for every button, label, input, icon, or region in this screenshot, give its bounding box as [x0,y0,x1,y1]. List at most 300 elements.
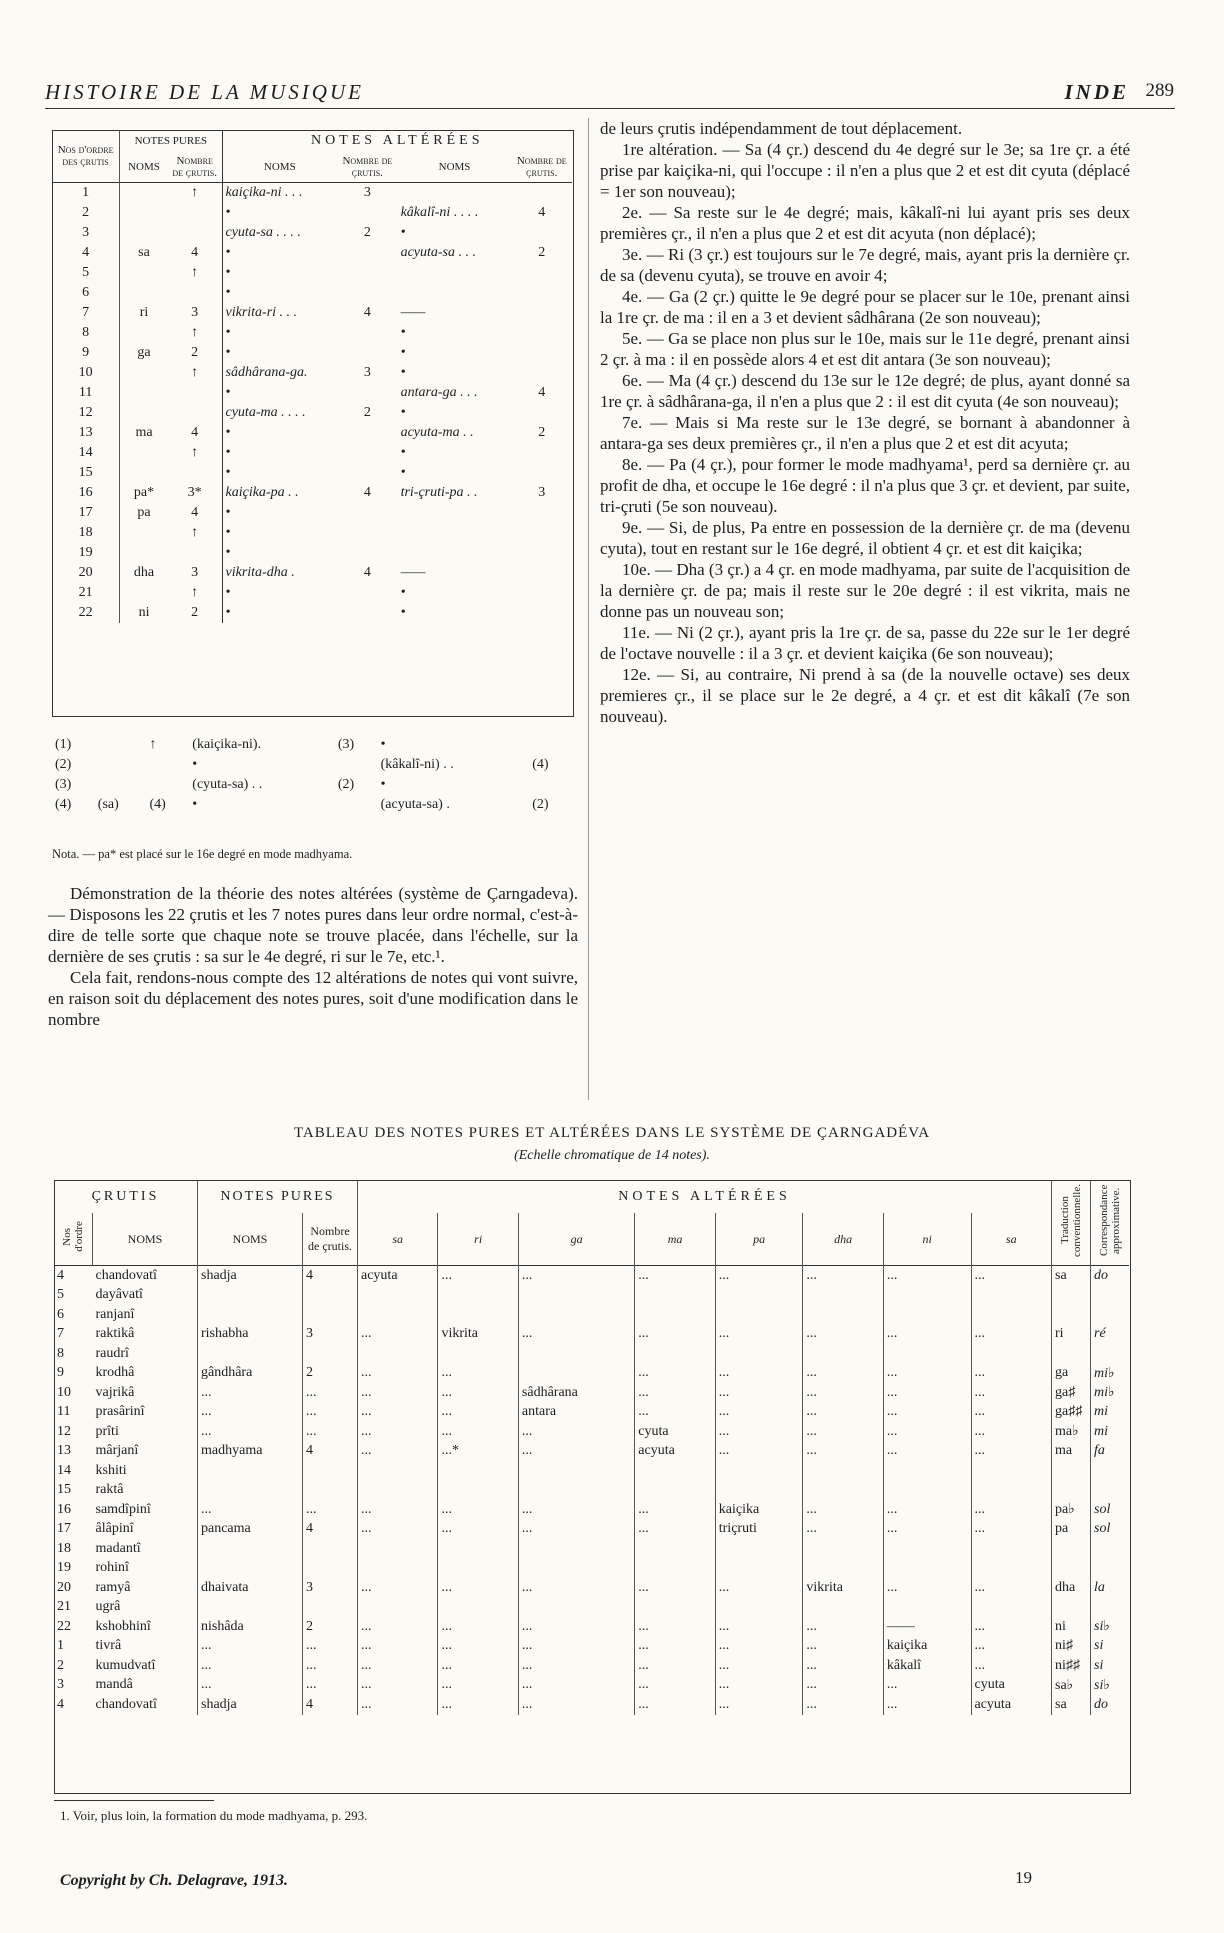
table-cell [715,1305,803,1325]
table-cell: vikrita [438,1325,518,1345]
table-cell: shadja [198,1695,303,1715]
t2-col-dha: dha [803,1213,883,1265]
table-cell: ... [971,1422,1052,1442]
table-cell: (4) [532,757,549,772]
table-cell: 21 [57,1599,71,1615]
table-cell: ... [635,1578,715,1598]
table-cell: 9 [82,345,90,360]
table-cell [635,1461,715,1481]
table-cell: ... [358,1442,438,1462]
table-cell: ugrâ [95,1599,121,1615]
table-cell [335,755,378,775]
table-cell: 12 [78,405,93,420]
table-cell [303,1286,358,1306]
table-row [54,1403,1129,1423]
table-cell: sâdhârana [518,1383,634,1403]
table-cell: prasârinî [95,1404,145,1420]
table-cell [120,443,168,463]
table-cell: ... [971,1520,1052,1540]
table-cell: 3 [363,365,371,380]
t2-header-pures: NOTES PURES [198,1180,358,1213]
table-cell [120,363,168,383]
table-cell: ... [358,1403,438,1423]
table-cell: 15 [57,1482,71,1498]
table-cell: sa [1052,1266,1091,1286]
right-paragraph-9: 9e. — Si, de plus, Pa entre en possession de la dernière çr. de ma (devenu cyuta), tout en restant sur le 16e degré, il obtient 4 çr. et est dit kaiçika; [600,518,1130,558]
table-cell [303,1539,358,1559]
table-row [52,463,572,483]
table-cell: 2 [191,605,199,620]
table-cell [1052,1481,1091,1501]
table-cell: ... [883,1403,971,1423]
table-cell: 4 [538,205,546,220]
table-cell [1052,1539,1091,1559]
table-cell: chandovatî [95,1267,157,1283]
table-cell: acyuta [971,1695,1052,1715]
table-cell [147,755,190,775]
table-cell: 4 [363,305,371,320]
table-cell: tri-çruti-pa . . [400,485,478,500]
t2-header-nos [54,1213,93,1265]
table-cell: • [222,283,337,303]
table-cell: nishâda [198,1617,303,1637]
table-cell [120,183,168,204]
table-row [54,1325,1129,1345]
table-cell: ... [438,1676,518,1696]
table-cell: ... [715,1325,803,1345]
table-cell: ↑ [191,365,199,380]
table-cell: 4 [538,385,546,400]
table-cell: ... [303,1676,358,1696]
table-cell: madhyama [198,1442,303,1462]
table-cell: 4 [82,245,90,260]
table-cell: (sa) [97,797,119,812]
table-cell [337,263,397,283]
table-cell: 4 [303,1266,358,1286]
table-row [52,523,572,543]
table1 [52,130,572,623]
table-cell: ... [971,1442,1052,1462]
table-cell [337,323,397,343]
table-cell: dha [120,563,168,583]
table-cell: ... [635,1617,715,1637]
table-cell [715,1481,803,1501]
table-cell: dayâvatî [95,1287,143,1303]
table-cell [883,1539,971,1559]
table-cell: acyuta-sa . . . [400,245,476,260]
table-cell [168,283,222,303]
table-cell: ... [518,1500,634,1520]
table-cell: 4 [303,1520,358,1540]
table-row [54,1578,1129,1598]
table-cell: 11 [57,1404,71,1420]
table-cell: ... [971,1403,1052,1423]
table-cell [358,1344,438,1364]
table-cell: 4 [303,1442,358,1462]
table-cell [198,1286,303,1306]
t1-header-nombre3: Nombre de çrutis. [516,155,567,179]
t1-header-noms2: NOMS [222,152,337,183]
table-cell: fa [1091,1442,1130,1462]
table-cell: • [400,405,406,420]
table-cell: • [400,465,406,480]
right-text-column [600,118,1130,727]
table-cell: • [400,225,406,240]
running-header-section: INDE [1064,80,1129,104]
table-cell: ... [198,1383,303,1403]
table-cell: 4 [191,425,199,440]
table-cell: ↑ [191,445,199,460]
table-cell: ... [883,1364,971,1384]
table-cell: 2 [57,1657,64,1673]
table-row [54,1676,1129,1696]
table-row [54,1286,1129,1306]
table-cell: 17 [57,1521,71,1537]
table-cell: ... [883,1520,971,1540]
table-cell [198,1559,303,1579]
table-cell: triçruti [715,1520,803,1540]
table-cell: ... [803,1500,883,1520]
table-cell [512,603,572,623]
table-cell: 5 [57,1287,64,1303]
table-cell [803,1559,883,1579]
table-cell: kaiçika [715,1500,803,1520]
table-cell: ... [635,1695,715,1715]
right-paragraph-10: 10e. — Dha (3 çr.) a 4 çr. en mode madhyama, par suite de l'acquisition de la dernière çr. de pa; mais il reste sur le 20e degré : il est vikrita, mais ne donne pas un nouveau son; [600,560,1130,621]
table-cell [883,1461,971,1481]
column-divider [588,118,589,1100]
table-cell: • [222,523,337,543]
right-paragraph-3: 3e. — Ri (3 çr.) est toujours sur le 7e degré, mais, ayant pris la dernière çr. de sa (devenu cyuta), se trouve en avoir 4; [600,245,1130,285]
table-cell [303,1559,358,1579]
table-cell: ... [518,1695,634,1715]
table-cell: ... [971,1500,1052,1520]
left-paragraph-1: Démonstration de la théorie des notes altérées (système de Çarngadeva). — Disposons les 22 çrutis et les 7 notes pures dans leur ordre normal, c'est-à-dire de telle sorte que chaque note se trouve placée, dans l'échelle, sur la dernière de ses çrutis : sa sur le 4e degré, ri sur le 7e, etc.¹. [48,884,578,966]
table-cell: ... [803,1403,883,1423]
right-paragraph-6: 6e. — Ma (4 çr.) descend du 13e sur le 12e degré; de plus, ayant donné sa 1re çr. à sâdhârana-ga, il n'en a plus que 2 : il est dit cyuta (4e son nouveau); [600,371,1130,411]
table-row [54,1695,1129,1715]
table-cell: ... [518,1656,634,1676]
table-cell [168,383,222,403]
table-row [54,1344,1129,1364]
table-cell [883,1286,971,1306]
table-cell: ranjanî [95,1306,135,1322]
table-cell [512,303,572,323]
table-cell: (4) [55,797,72,812]
table-row [52,563,572,583]
table-cell: • [380,737,386,752]
table-row [52,443,572,463]
table-cell: 11 [78,385,93,400]
table-cell [120,383,168,403]
table-cell: (3) [337,737,355,752]
table-cell [635,1305,715,1325]
table-cell [337,423,397,443]
t2-col-ni: ni [883,1213,971,1265]
table-cell: (1) [55,737,72,752]
t1-header-nombre: Nombre de çrutis. [172,155,217,179]
table-cell [337,503,397,523]
table-cell: ... [518,1266,634,1286]
t2-col-ri: ri [438,1213,518,1265]
table-cell: ... [358,1500,438,1520]
table-cell [438,1344,518,1364]
table-cell: gândhâra [198,1364,303,1384]
table-cell: ... [518,1676,634,1696]
table-cell: ... [358,1695,438,1715]
table-cell: ... [303,1500,358,1520]
table-cell [971,1286,1052,1306]
t1-header-noms: NOMS [120,152,168,183]
table-cell: 5 [82,265,90,280]
table-cell: (cyuta-sa) . . [192,777,263,792]
table-cell: ... [803,1442,883,1462]
table-cell [398,263,512,283]
table-cell: ma♭ [1052,1422,1091,1442]
header-rule [45,108,1175,109]
table-cell: ramyâ [95,1579,131,1595]
table-cell [803,1286,883,1306]
table-row [54,1520,1129,1540]
table-cell: ... [518,1442,634,1462]
table-cell: 2 [303,1364,358,1384]
table-cell [398,283,512,303]
table-cell: • [380,777,386,792]
table-cell: mi [1091,1403,1130,1423]
table-cell: krodhâ [95,1365,135,1381]
table-cell: 8 [82,325,90,340]
table-cell [512,503,572,523]
table-row [54,1422,1129,1442]
table-cell: vajrikâ [95,1384,135,1400]
table-cell [95,735,147,755]
table-cell [120,223,168,243]
right-paragraph-5: 5e. — Ga se place non plus sur le 10e, mais sur le 11e degré, prenant ainsi 2 çr. à ma : il en possède alors 4 et est dit antara (3e son nouveau); [600,329,1130,369]
table-row [52,795,572,815]
t2-col-sa2: sa [971,1213,1052,1265]
table-cell: raktikâ [95,1326,135,1342]
table-cell: ... [715,1695,803,1715]
table-cell: ... [883,1266,971,1286]
table-cell: 2 [363,405,371,420]
table-cell [198,1305,303,1325]
table-cell [518,1559,634,1579]
table-cell: ... [635,1637,715,1657]
table-cell: pa [120,503,168,523]
table-cell: ... [971,1637,1052,1657]
table-cell: ... [803,1676,883,1696]
signature-mark: 19 [1015,1868,1032,1887]
t2-header-noms: NOMS [93,1213,198,1265]
page-number: 289 [1145,80,1174,101]
table-cell: ... [438,1364,518,1384]
table-cell: ↑ [191,185,199,200]
t2-col-ma: ma [635,1213,715,1265]
table-cell: 16 [57,1501,71,1517]
table-cell: ... [971,1383,1052,1403]
table-row [52,583,572,603]
table-cell [512,523,572,543]
table-cell: dha [1052,1578,1091,1598]
running-header-title: HISTOIRE DE LA MUSIQUE [45,80,364,104]
table-cell: 4 [191,505,199,520]
table-cell [803,1461,883,1481]
t1-header-pures: NOTES PURES [120,130,222,152]
table-cell: ... [198,1422,303,1442]
table-cell: sol [1091,1500,1130,1520]
table-row [52,423,572,443]
table-cell [438,1539,518,1559]
table-cell: kshobhinî [95,1618,151,1634]
table-cell [337,603,397,623]
table-cell: acyuta [635,1442,715,1462]
table-cell [715,1539,803,1559]
table-row [54,1598,1129,1618]
table-cell: 4 [363,565,371,580]
table-cell: ↑ [191,585,199,600]
table-cell: ... [715,1383,803,1403]
table-cell: ... [883,1383,971,1403]
table-cell: ... [438,1695,518,1715]
table-row [52,203,572,223]
table-cell: tivrâ [95,1638,122,1654]
table-cell: ... [803,1695,883,1715]
t2-col-pa: pa [715,1213,803,1265]
table-cell: ré [1091,1325,1130,1345]
table-cell [358,1286,438,1306]
table-cell: 3 [191,305,199,320]
table-cell [398,523,512,543]
table-cell [398,543,512,563]
table-row [52,283,572,303]
table-cell [168,203,222,223]
table-cell [512,403,572,423]
t2-header-trad [1052,1180,1091,1266]
table-cell: do [1091,1266,1130,1286]
table-cell: 10 [57,1384,71,1400]
table-cell [337,343,397,363]
table-cell [529,775,572,795]
table-cell: —— [400,565,426,580]
table-cell: 13 [78,425,93,440]
table-cell: mârjanî [95,1443,139,1459]
table-cell [1091,1286,1130,1306]
table-cell: (kâkalî-ni) . . [380,757,454,772]
table-cell: ... [438,1266,518,1286]
table-cell [803,1481,883,1501]
table-cell: ... [635,1325,715,1345]
table-cell [303,1481,358,1501]
table-cell [803,1539,883,1559]
table-cell: sa♭ [1052,1676,1091,1696]
table-cell: 16 [78,485,93,500]
table-cell [1052,1461,1091,1481]
left-paragraph-2: Cela fait, rendons-nous compte des 12 altérations de notes qui vont suivre, en raison soit du déplacement des notes pures, soit d'une modification dans le nombre [48,968,578,1029]
table-cell: kumudvatî [95,1657,156,1673]
table-cell: ... [358,1383,438,1403]
table-cell [512,563,572,583]
table-cell: —— [400,305,426,320]
table-cell [168,223,222,243]
table-cell [358,1559,438,1579]
table-cell: ... [803,1656,883,1676]
table-row [54,1500,1129,1520]
table-row [52,543,572,563]
table-cell: ... [303,1637,358,1657]
table-cell [512,183,572,204]
table-cell: ... [971,1325,1052,1345]
table-cell: ... [198,1403,303,1423]
table-cell [635,1481,715,1501]
table-cell: sâdhârana-ga. [222,363,337,383]
table-cell: ... [715,1637,803,1657]
table-cell: 10 [78,365,93,380]
table-cell [883,1481,971,1501]
table-cell [512,223,572,243]
right-paragraph-8: 8e. — Pa (4 çr.), pour former le mode madhyama¹, perd sa dernière çr. au profit de dha, et occupe le 16e degré : il n'a plus que 3 çr. et devient, par suite, tri-çruti (5e son nouveau). [600,455,1130,516]
table-row [54,1364,1129,1384]
table-cell: ... [635,1403,715,1423]
table-cell [358,1461,438,1481]
table-cell: cyuta [971,1676,1052,1696]
table-cell: shadja [198,1266,303,1286]
table-cell: ... [883,1695,971,1715]
table-cell: • [222,343,337,363]
table-cell [512,283,572,303]
table-cell: ... [303,1656,358,1676]
table-cell: ... [971,1364,1052,1384]
t2-header-corr-text: Correspondance approximative. [1098,1184,1122,1257]
table-cell [1091,1461,1130,1481]
table-cell: ... [971,1578,1052,1598]
table-cell: • [400,445,406,460]
table-cell: • [222,323,337,343]
table-cell: ... [518,1578,634,1598]
table-cell: ... [803,1266,883,1286]
table-cell [518,1344,634,1364]
table-cell: ni [120,603,168,623]
table-cell [337,243,397,263]
table-row [54,1305,1129,1325]
table-row [52,183,572,204]
table-cell [518,1364,634,1384]
table-cell: 2 [303,1617,358,1637]
table-cell: ... [438,1383,518,1403]
table-cell: pa♭ [1052,1500,1091,1520]
table-cell: ... [635,1364,715,1384]
table-cell: 22 [78,605,93,620]
table-cell: si [1091,1637,1130,1657]
table-cell [168,543,222,563]
table-cell: ... [803,1617,883,1637]
table-cell: 3 [57,1677,64,1693]
table-cell: ... [883,1422,971,1442]
table-cell: ni♯♯ [1052,1656,1091,1676]
table-cell [715,1286,803,1306]
table-cell: kâkalî [883,1656,971,1676]
table-cell: ... [438,1578,518,1598]
table-cell: antara [518,1403,634,1423]
table-cell: antara-ga . . . [400,385,478,400]
table-cell: ... [715,1656,803,1676]
table-cell [883,1598,971,1618]
table-cell [971,1481,1052,1501]
table-cell [1052,1286,1091,1306]
table-cell: • [400,325,406,340]
table-row [52,775,572,795]
table-cell [147,775,190,795]
t2-header-nos-text: Nos d'ordre [61,1221,85,1253]
